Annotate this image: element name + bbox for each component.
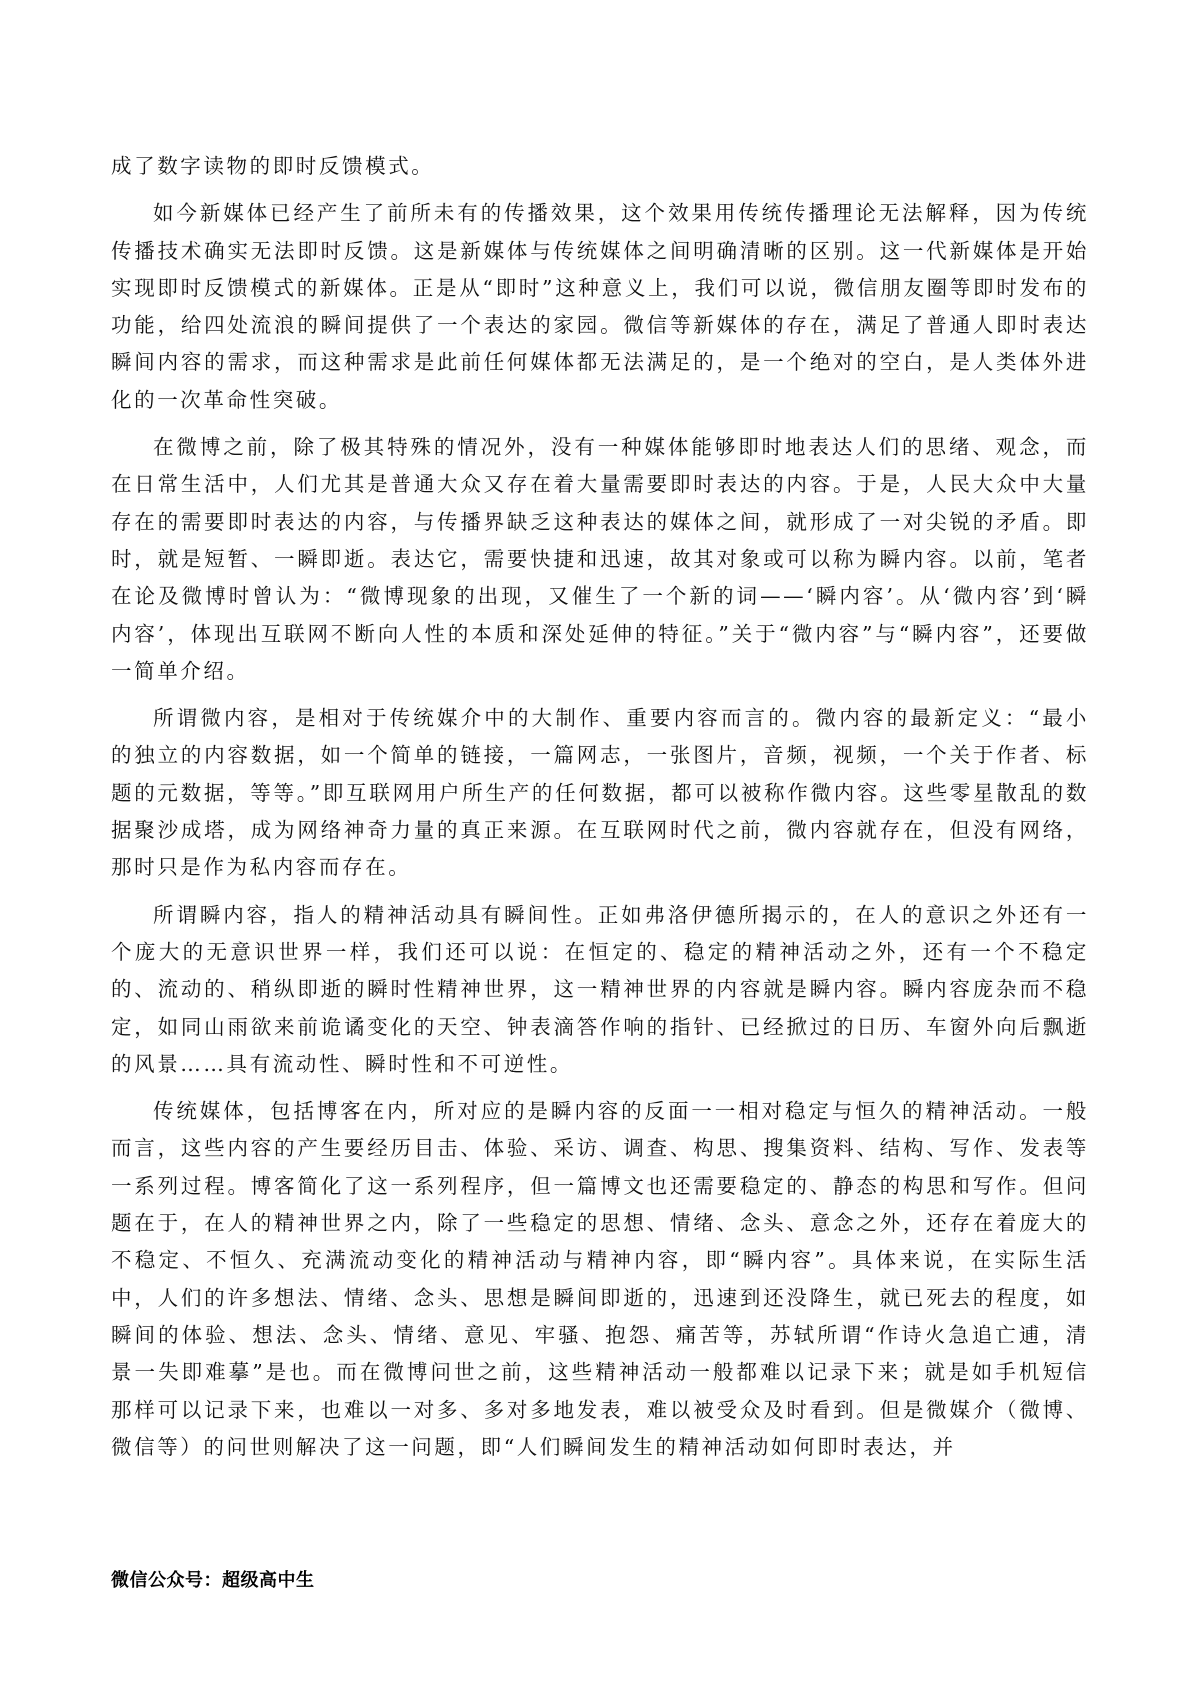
paragraph: 如今新媒体已经产生了前所未有的传播效果，这个效果用传统传播理论无法解释，因为传统传播技术确实无法即时反馈。这是新媒体与传统媒体之间明确清晰的区别。这一代新媒体是开始实现即时反馈模式的新媒体。正是从“即时”这种意义上，我们可以说，微信朋友圈等即时发布的功能，给四处流浪的瞬间提供了一个表达的家园。微信等新媒体的存在，满足了普通人即时表达瞬间内容的需求，而这种需求是此前任何媒体都无法满足的，是一个绝对的空白，是人类体外进化的一次革命性突破。	[111, 201, 1089, 412]
paragraph: 在微博之前，除了极其特殊的情况外，没有一种媒体能够即时地表达人们的思绪、观念，而在日常生活中，人们尤其是普通大众又存在着大量需要即时表达的内容。于是，人民大众中大量存在的需要即时表达的内容，与传播界缺乏这种表达的媒体之间，就形成了一对尖锐的矛盾。即时，就是短暂、一瞬即逝。表达它，需要快捷和迅速，故其对象或可以称为瞬内容。以前，笔者在论及微博时曾认为：“微博现象的出现，又催生了一个新的词——‘瞬内容’。从‘微内容’到‘瞬内容’，体现出互联网不断向人性的本质和深处延伸的特征。”关于“微内容”与“瞬内容”，还要做一简单介绍。	[111, 435, 1089, 683]
paragraph: 所谓瞬内容，指人的精神活动具有瞬间性。正如弗洛伊德所揭示的，在人的意识之外还有一个庞大的无意识世界一样，我们还可以说：在恒定的、稳定的精神活动之外，还有一个不稳定的、流动的、稍纵即逝的瞬时性精神世界，这一精神世界的内容就是瞬内容。瞬内容庞杂而不稳定，如同山雨欲来前诡谲变化的天空、钟表滴答作响的指针、已经掀过的日历、车窗外向后飘逝的风景……具有流动性、瞬时性和不可逆性。	[111, 902, 1089, 1076]
paragraph: 传统媒体，包括博客在内，所对应的是瞬内容的反面一一相对稳定与恒久的精神活动。一般而言，这些内容的产生要经历目击、体验、采访、调查、构思、搜集资料、结构、写作、发表等一系列过程。博客简化了这一系列程序，但一篇博文也还需要稳定的、静态的构思和写作。但问题在于，在人的精神世界之内，除了一些稳定的思想、情绪、念头、意念之外，还存在着庞大的不稳定、不恒久、充满流动变化的精神活动与精神内容，即“瞬内容”。具体来说，在实际生活中，人们的许多想法、情绪、念头、思想是瞬间即逝的，迅速到还没降生，就已死去的程度，如瞬间的体验、想法、念头、情绪、意见、牢骚、抱怨、痛苦等，苏轼所谓“作诗火急追亡逋，清景一失即难摹”是也。而在微博问世之前，这些精神活动一般都难以记录下来；就是如手机短信那样可以记录下来，也难以一对多、多对多地发表，难以被受众及时看到。但是微媒介（微博、微信等）的问世则解决了这一问题，即“人们瞬间发生的精神活动如何即时表达，并	[111, 1099, 1089, 1459]
document-body	[111, 148, 1089, 1476]
paragraph: 成了数字读物的即时反馈模式。	[111, 154, 435, 178]
footer-wechat-account: 微信公众号：超级高中生	[111, 1570, 315, 1591]
paragraph: 所谓微内容，是相对于传统媒介中的大制作、重要内容而言的。微内容的最新定义：“最小的独立的内容数据，如一个简单的链接，一篇网志，一张图片，音频，视频，一个关于作者、标题的元数据，等等。”即互联网用户所生产的任何数据，都可以被称作微内容。这些零星散乱的数据聚沙成塔，成为网络神奇力量的真正来源。在互联网时代之前，微内容就存在，但没有网络，那时只是作为私内容而存在。	[111, 706, 1089, 880]
